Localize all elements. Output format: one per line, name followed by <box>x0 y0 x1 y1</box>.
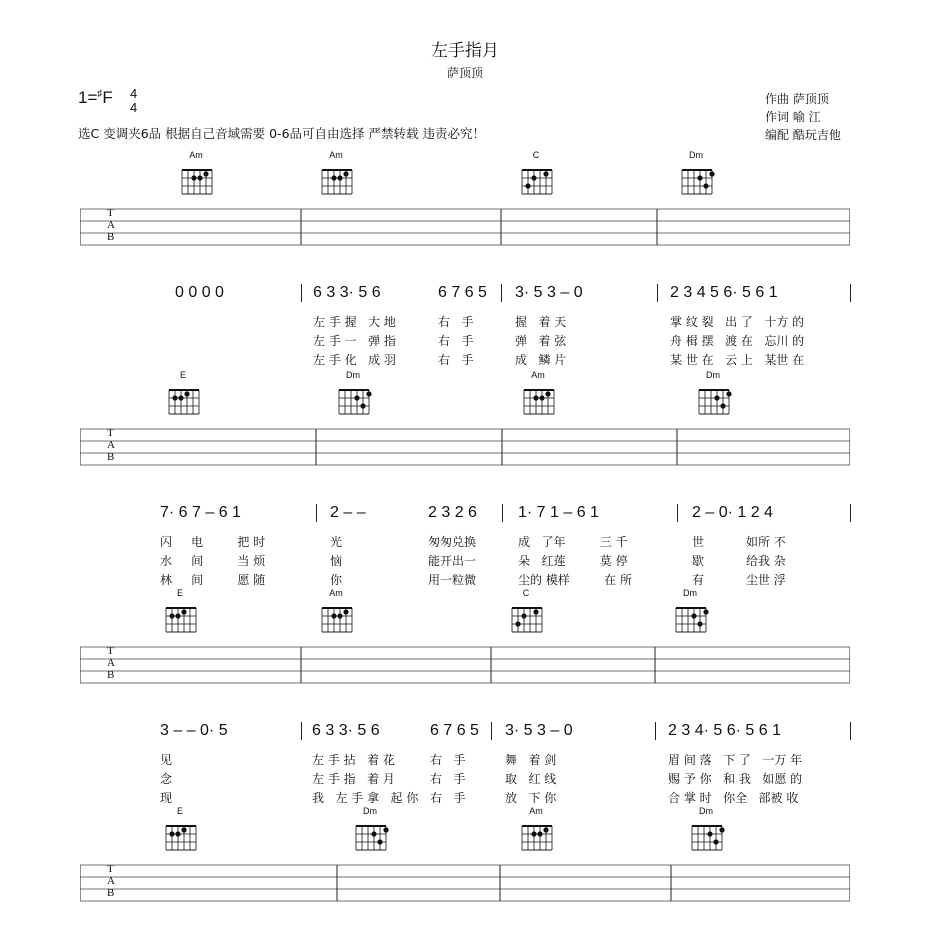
jianpu-measure: 3 – – 0· 5 <box>160 722 228 739</box>
lyric-segment: 能开出一 <box>428 554 477 568</box>
song-title: 左手指月 <box>431 41 499 61</box>
chord-grid-icon <box>688 820 728 856</box>
finger-dot <box>713 839 718 844</box>
finger-dot <box>181 827 186 832</box>
chord-name: Dm <box>363 806 377 816</box>
jianpu-measure: 6 7 6 5 <box>438 284 487 301</box>
chord-grid-icon <box>178 164 218 200</box>
chord-name: Am <box>329 150 343 160</box>
jianpu-measure: 3· 5 3 – 0 <box>505 722 573 739</box>
jianpu-barline <box>657 284 658 302</box>
key-prefix: 1= <box>78 88 98 107</box>
jianpu-barline <box>677 504 678 522</box>
finger-dot <box>543 827 548 832</box>
finger-dot <box>354 395 359 400</box>
jianpu-measure: 6 7 6 5 <box>430 722 479 739</box>
chord-diagram-c <box>508 588 548 642</box>
tab-letter: B <box>107 887 115 899</box>
finger-dot <box>360 403 365 408</box>
time-signature <box>130 87 137 115</box>
lyric-segment: 右 手 <box>430 791 466 805</box>
lyric-segment: 舞 着 剑 <box>505 753 557 767</box>
chord-grid-icon <box>672 602 712 638</box>
chord-name: Am <box>529 806 543 816</box>
tab-letter: T <box>107 645 114 657</box>
finger-dot <box>172 395 177 400</box>
lyric-segment: 见 <box>160 753 173 767</box>
finger-dot <box>331 175 336 180</box>
jianpu-barline <box>655 722 656 740</box>
finger-dot <box>203 171 208 176</box>
chord-diagram-dm <box>695 370 735 424</box>
lyric-segment: 取 红 线 <box>505 772 557 786</box>
finger-dot <box>539 395 544 400</box>
tab-letter: T <box>107 207 114 219</box>
finger-dot <box>726 391 731 396</box>
tab-letter: A <box>107 875 115 887</box>
chord-grid-icon <box>678 164 718 200</box>
finger-dot <box>515 621 520 626</box>
finger-dot <box>703 609 708 614</box>
finger-dot <box>521 613 526 618</box>
tab-lines <box>80 208 850 252</box>
chord-grid-icon <box>162 820 202 856</box>
jianpu-measure: 6 3 3· 5 6 <box>313 284 381 301</box>
capo-note: 选C 变调夹6品 根据自己音域需要 0-6品可自由选择 严禁转载 违责必究！ <box>78 126 485 141</box>
chord-name: E <box>176 806 183 816</box>
lyric-segment: 尘的 模样 在 所 <box>518 573 632 587</box>
chord-diagram-dm <box>688 806 728 860</box>
lyric-segment: 成 了年 三 千 <box>518 535 628 549</box>
time-top: 4 <box>130 86 138 101</box>
lyric-segment: 左 手 化 成 羽 <box>313 353 396 367</box>
chord-name: E <box>179 370 186 380</box>
lyric-segment: 左 手 一 弹 指 <box>313 334 396 348</box>
tab-staff <box>80 646 850 690</box>
time-bottom: 4 <box>130 100 138 115</box>
jianpu-barline <box>850 284 851 302</box>
chord-grid-icon <box>318 602 358 638</box>
lyric-segment: 念 <box>160 772 173 786</box>
finger-dot <box>184 391 189 396</box>
jianpu-barline <box>502 504 503 522</box>
finger-dot <box>343 171 348 176</box>
lyric-segment: 闪 电 把 时 <box>160 535 266 549</box>
chord-diagram-am <box>318 150 358 204</box>
finger-dot <box>719 827 724 832</box>
chord-name: C <box>522 588 530 598</box>
chord-name: Dm <box>683 588 697 598</box>
chord-grid-icon <box>162 602 202 638</box>
finger-dot <box>377 839 382 844</box>
chord-diagram-dm <box>672 588 712 642</box>
finger-dot <box>191 175 196 180</box>
finger-dot <box>537 831 542 836</box>
lyric-segment: 你 <box>330 573 343 587</box>
finger-dot <box>697 621 702 626</box>
finger-dot <box>707 831 712 836</box>
chord-name: Am <box>329 588 343 598</box>
chord-diagram-e <box>162 588 202 642</box>
chord-name: Dm <box>706 370 720 380</box>
chord-name: E <box>176 588 183 598</box>
chord-diagram-dm <box>335 370 375 424</box>
chord-diagram-am <box>318 588 358 642</box>
chord-diagram-dm <box>352 806 392 860</box>
chord-diagram-am <box>178 150 218 204</box>
finger-dot <box>531 831 536 836</box>
tab-letter: T <box>107 863 114 875</box>
jianpu-measure: 7· 6 7 – 6 1 <box>160 504 241 521</box>
arranger: 编配 酷玩吉他 <box>765 128 841 142</box>
lyric-segment: 左 手 握 大 地 <box>313 315 396 329</box>
lyric-segment: 左 手 指 着 月 <box>312 772 395 786</box>
finger-dot <box>181 609 186 614</box>
finger-dot <box>691 613 696 618</box>
tab-letter: A <box>107 657 115 669</box>
tab-letter: B <box>107 231 115 243</box>
chord-diagram-e <box>165 370 205 424</box>
jianpu-barline <box>301 722 302 740</box>
jianpu-barline <box>301 284 302 302</box>
lyric-segment: 恼 <box>330 554 343 568</box>
finger-dot <box>697 175 702 180</box>
finger-dot <box>720 403 725 408</box>
lyric-segment: 放 下 你 <box>505 791 557 805</box>
finger-dot <box>533 395 538 400</box>
tab-staff <box>80 428 850 472</box>
finger-dot <box>531 175 536 180</box>
chord-grid-icon <box>508 602 548 638</box>
jianpu-measure: 3· 5 3 – 0 <box>515 284 583 301</box>
jianpu-measure: 6 3 3· 5 6 <box>312 722 380 739</box>
finger-dot <box>337 613 342 618</box>
lyric-segment: 某 世 在 云 上 某世 在 <box>670 353 805 367</box>
lyric-segment: 成 鳞 片 <box>515 353 567 367</box>
chord-grid-icon <box>695 384 735 420</box>
lyric-segment: 有 尘世 浮 <box>692 573 786 587</box>
tab-letter: A <box>107 219 115 231</box>
chord-name: Dm <box>346 370 360 380</box>
finger-dot <box>703 183 708 188</box>
lyric-segment: 用一粒微 <box>428 573 477 587</box>
finger-dot <box>709 171 714 176</box>
jianpu-measure: 2 3 4· 5 6· 5 6 1 <box>668 722 781 739</box>
finger-dot <box>343 609 348 614</box>
finger-dot <box>533 609 538 614</box>
lyric-segment: 水 间 当 烦 <box>160 554 266 568</box>
tab-staff <box>80 208 850 252</box>
lyric-segment: 右 手 <box>438 334 474 348</box>
chord-diagram-c <box>518 150 558 204</box>
lyric-segment: 林 间 愿 随 <box>160 573 266 587</box>
chord-diagram-dm <box>678 150 718 204</box>
lyric-segment: 匆匆兑换 <box>428 535 477 549</box>
finger-dot <box>169 613 174 618</box>
lyric-segment: 右 手 <box>430 753 466 767</box>
composer: 作曲 萨顶顶 <box>765 92 829 106</box>
jianpu-barline <box>491 722 492 740</box>
chord-grid-icon <box>518 164 558 200</box>
lyric-segment: 右 手 <box>438 353 474 367</box>
finger-dot <box>178 395 183 400</box>
chord-grid-icon <box>165 384 205 420</box>
finger-dot <box>525 183 530 188</box>
lyric-segment: 朵 红莲 莫 停 <box>518 554 628 568</box>
jianpu-barline <box>850 722 851 740</box>
finger-dot <box>175 613 180 618</box>
sharp-sign: ♯ <box>97 88 103 100</box>
finger-dot <box>175 831 180 836</box>
lyric-segment: 我 左 手 拿 起 你 <box>312 791 419 805</box>
lyricist: 作词 喻 江 <box>765 110 821 124</box>
lyric-segment: 光 <box>330 535 343 549</box>
tab-staff <box>80 864 850 908</box>
lyric-segment: 合 掌 时 你全 部被 收 <box>668 791 799 805</box>
finger-dot <box>543 171 548 176</box>
finger-dot <box>331 613 336 618</box>
chord-diagram-e <box>162 806 202 860</box>
lyric-segment: 右 手 <box>430 772 466 786</box>
chord-name: C <box>532 150 540 160</box>
jianpu-measure: 1· 7 1 – 6 1 <box>518 504 599 521</box>
tab-letter: A <box>107 439 115 451</box>
finger-dot <box>366 391 371 396</box>
lyric-segment: 世 如所 不 <box>692 535 786 549</box>
finger-dot <box>337 175 342 180</box>
tab-lines <box>80 864 850 908</box>
credits <box>765 90 841 144</box>
lyric-segment: 掌 纹 裂 出 了 十方 的 <box>670 315 805 329</box>
tab-lines <box>80 646 850 690</box>
finger-dot <box>383 827 388 832</box>
chord-name: Dm <box>689 150 703 160</box>
lyric-segment: 歇 给我 杂 <box>692 554 786 568</box>
lyric-segment: 舟 楫 摆 渡 在 忘川 的 <box>670 334 805 348</box>
finger-dot <box>169 831 174 836</box>
jianpu-measure: 0 0 0 0 <box>175 284 224 301</box>
lyric-segment: 眉 间 落 下 了 一万 年 <box>668 753 803 767</box>
chord-name: Am <box>189 150 203 160</box>
tab-letter: B <box>107 451 115 463</box>
jianpu-barline <box>850 504 851 522</box>
key-signature <box>78 88 113 108</box>
lyric-segment: 赐 予 你 和 我 如愿 的 <box>668 772 803 786</box>
key-note: F <box>102 88 113 107</box>
tab-lines <box>80 428 850 472</box>
jianpu-measure: 2 – – <box>330 504 366 521</box>
finger-dot <box>371 831 376 836</box>
chord-name: Am <box>531 370 545 380</box>
lyric-segment: 右 手 <box>438 315 474 329</box>
chord-grid-icon <box>318 164 358 200</box>
lyric-segment: 现 <box>160 791 173 805</box>
lyric-segment: 握 着 天 <box>515 315 567 329</box>
jianpu-barline <box>316 504 317 522</box>
chord-name: Dm <box>699 806 713 816</box>
lyric-segment: 弹 着 弦 <box>515 334 567 348</box>
jianpu-measure: 2 – 0· 1 2 4 <box>692 504 773 521</box>
chord-grid-icon <box>335 384 375 420</box>
lyric-segment: 左 手 拈 着 花 <box>312 753 395 767</box>
finger-dot <box>714 395 719 400</box>
jianpu-barline <box>501 284 502 302</box>
chord-diagram-am <box>520 370 560 424</box>
jianpu-measure: 2 3 2 6 <box>428 504 477 521</box>
tab-letter: B <box>107 669 115 681</box>
chord-grid-icon <box>520 384 560 420</box>
jianpu-measure: 2 3 4 5 6· 5 6 1 <box>670 284 778 301</box>
chord-diagram-am <box>518 806 558 860</box>
finger-dot <box>545 391 550 396</box>
chord-grid-icon <box>518 820 558 856</box>
song-artist: 萨顶顶 <box>446 66 483 80</box>
chord-grid-icon <box>352 820 392 856</box>
finger-dot <box>197 175 202 180</box>
tab-letter: T <box>107 427 114 439</box>
